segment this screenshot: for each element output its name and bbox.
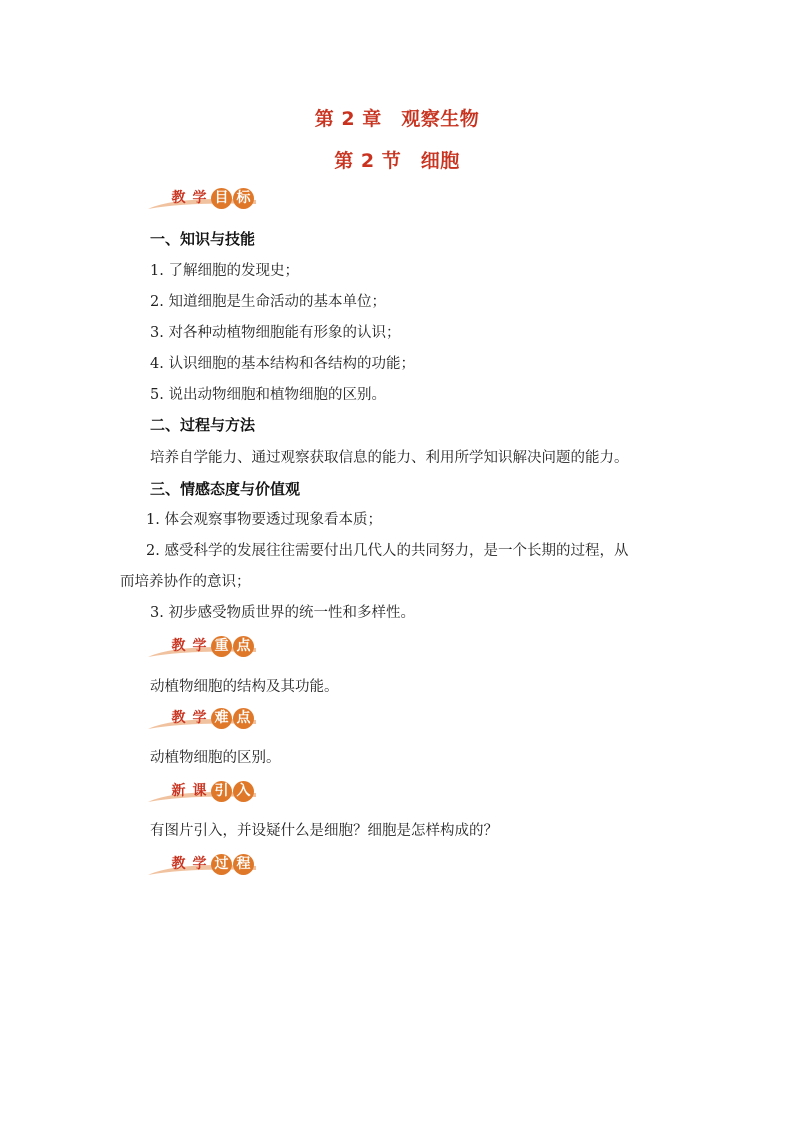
intro-text: 有图片引入，并设疑什么是细胞？细胞是怎样构成的？ bbox=[150, 823, 498, 839]
tag-char-highlight: 程 bbox=[233, 854, 254, 875]
knowledge-item: 2. 知道细胞是生命活动的基本单位； bbox=[150, 294, 386, 310]
tag-key-points bbox=[146, 634, 264, 660]
emotion-item-continued: 而培养协作的意识； bbox=[120, 574, 251, 590]
tag-char: 教 bbox=[171, 190, 186, 206]
tag-char-highlight: 重 bbox=[211, 636, 232, 657]
tag-char-highlight: 入 bbox=[233, 781, 254, 802]
tag-char-highlight: 点 bbox=[233, 636, 254, 657]
key-points-text: 动植物细胞的结构及其功能。 bbox=[150, 679, 339, 695]
knowledge-item: 4. 认识细胞的基本结构和各结构的功能； bbox=[150, 356, 415, 372]
section-title: 第 2 节 细胞 bbox=[334, 150, 460, 172]
knowledge-item: 5. 说出动物细胞和植物细胞的区别。 bbox=[150, 387, 386, 403]
emotion-heading: 三、情感态度与价值观 bbox=[150, 480, 301, 498]
tag-teaching-process bbox=[146, 852, 264, 878]
tag-char: 课 bbox=[192, 783, 207, 799]
emotion-item: 1. 体会观察事物要透过现象看本质； bbox=[146, 512, 382, 528]
tag-char: 新 bbox=[171, 783, 186, 799]
emotion-item: 2. 感受科学的发展往往需要付出几代人的共同努力，是一个长期的过程，从 bbox=[146, 543, 629, 559]
tag-char-highlight: 难 bbox=[211, 708, 232, 729]
tag-char-highlight: 过 bbox=[211, 854, 232, 875]
tag-teaching-objectives bbox=[146, 186, 264, 212]
difficulties-text: 动植物细胞的区别。 bbox=[150, 750, 281, 766]
tag-char: 学 bbox=[192, 856, 207, 872]
tag-new-lesson-intro bbox=[146, 779, 264, 805]
tag-char: 教 bbox=[171, 856, 186, 872]
tag-char-highlight: 标 bbox=[233, 188, 254, 209]
chapter-title: 第 2 章 观察生物 bbox=[314, 108, 480, 130]
tag-char-highlight: 引 bbox=[211, 781, 232, 802]
knowledge-item: 1. 了解细胞的发现史； bbox=[150, 263, 299, 279]
process-heading: 二、过程与方法 bbox=[150, 416, 256, 434]
emotion-item: 3. 初步感受物质世界的统一性和多样性。 bbox=[150, 605, 415, 621]
knowledge-heading: 一、知识与技能 bbox=[150, 230, 256, 248]
tag-char-highlight: 目 bbox=[211, 188, 232, 209]
tag-char: 教 bbox=[171, 710, 186, 726]
process-text: 培养自学能力、通过观察获取信息的能力、利用所学知识解决问题的能力。 bbox=[150, 450, 629, 466]
tag-char: 学 bbox=[192, 710, 207, 726]
knowledge-item: 3. 对各种动植物细胞能有形象的认识； bbox=[150, 325, 401, 341]
tag-char: 教 bbox=[171, 638, 186, 654]
tag-char: 学 bbox=[192, 190, 207, 206]
tag-difficulties bbox=[146, 706, 264, 732]
tag-char-highlight: 点 bbox=[233, 708, 254, 729]
tag-char: 学 bbox=[192, 638, 207, 654]
